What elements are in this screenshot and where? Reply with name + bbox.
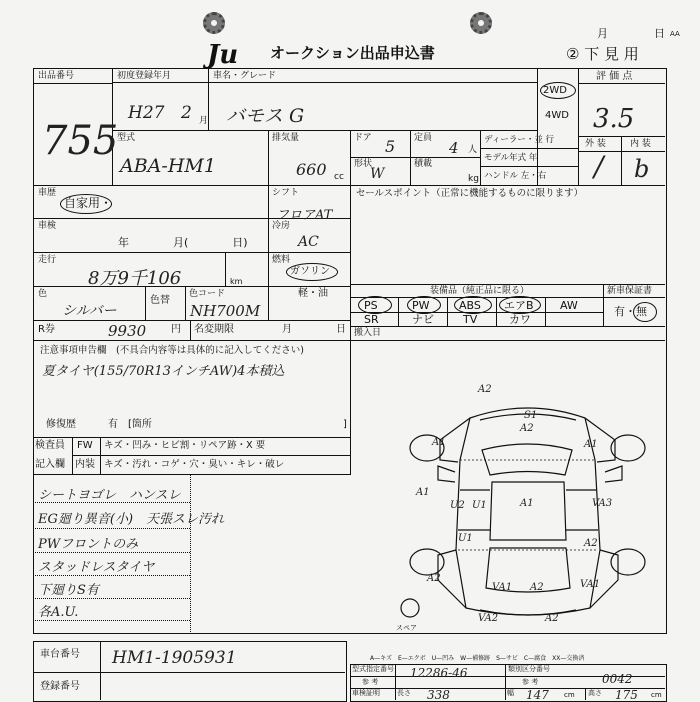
warranty-value: 有・無 [614, 305, 647, 318]
spec-height-label: 高さ [588, 689, 602, 697]
expiry-label: 名変期限 [194, 324, 234, 335]
displacement-unit: cc [334, 172, 344, 182]
line [33, 672, 345, 673]
equip-sr: SR [364, 313, 379, 326]
date-suffix: AA [670, 30, 680, 38]
notes-label: 注意事項申告欄 (不具合内容等は具体的に記入してください) [40, 345, 304, 356]
repair-value: 有 [箇所 [108, 419, 152, 430]
interior-value: b [634, 155, 650, 183]
history-value: 自家用・ [64, 196, 113, 210]
line [350, 284, 665, 285]
line [33, 620, 190, 621]
dealer-line2: モデル年式 年 [484, 153, 538, 163]
line [33, 185, 665, 186]
line [185, 286, 186, 320]
notes-text: 夏タイヤ(155/70R13インチAW)4本積込 [42, 364, 285, 379]
aircon-label: 冷房 [272, 221, 291, 231]
type-code-label: 型式 [117, 133, 136, 143]
spec-type-label: 型式指定番号 [352, 665, 394, 673]
dealer-line1: ディーラー・並 行 [484, 135, 555, 145]
line [33, 286, 350, 287]
line [350, 326, 665, 327]
remark-6: 各A.U. [38, 605, 79, 620]
damage-mark: A1 [432, 437, 446, 448]
damage-mark: A1 [584, 439, 598, 450]
displacement-label: 排気量 [272, 133, 300, 143]
equip-navi: ナビ [412, 313, 434, 326]
remark-5: 下廻りS有 [38, 583, 99, 598]
recycle-label: R券 [38, 324, 55, 335]
copy-label: ② 下 見 用 [566, 45, 639, 63]
color-code-label: 色コード [189, 289, 226, 299]
line [621, 136, 622, 185]
equip-ps: PS [364, 299, 378, 312]
lot-value: 755 [42, 118, 119, 164]
inspection-text: 年 月( 日) [118, 236, 248, 249]
drive-4wd: 4WD [545, 110, 569, 121]
mileage-unit: km [230, 277, 243, 286]
damage-mark: A2 [427, 573, 441, 584]
punch-hole-left [203, 12, 225, 34]
reg-number-label: 登録番号 [40, 681, 80, 692]
damage-mark: U2 [450, 500, 465, 511]
registration-era: H27 [128, 103, 165, 123]
color-label: 色 [38, 289, 48, 299]
inspection-label: 車検 [38, 221, 57, 231]
line [395, 664, 396, 700]
equip-pw: PW [412, 299, 430, 312]
capacity-unit: 人 [468, 145, 478, 155]
spec-width-value: 147 [526, 688, 549, 702]
color-value: シルバー [62, 303, 117, 319]
line [350, 185, 351, 340]
capacity-label: 定員 [414, 133, 433, 143]
shift-label: シフト [272, 188, 300, 198]
damage-mark: A1 [416, 487, 430, 498]
expiry-month: 月 [282, 324, 292, 335]
color-code-value: NH700M [190, 302, 261, 320]
exterior-value: / [594, 150, 604, 183]
damage-legend: A—キズ E—エクボ U—凹み W—補修跡 S—サビ C—腐食 XX—交換済 [370, 655, 585, 662]
rating-label: 評 価 点 [596, 71, 633, 82]
damage-mark: A1 [520, 498, 534, 509]
spec-length-label: 長さ [397, 689, 411, 697]
shape-label: 形状 [354, 159, 373, 169]
damage-mark: A2 [520, 423, 534, 434]
drive-2wd: 2WD [543, 85, 567, 96]
damage-mark: A2 [530, 582, 544, 593]
mileage-value: 8万9千106 [88, 268, 182, 289]
equip-airbag: エアB [504, 299, 534, 312]
date-month: 月 [597, 27, 608, 40]
chassis-label: 車台番号 [40, 649, 80, 660]
spec-height-value: 175 [615, 688, 638, 702]
punch-hole-right [470, 12, 492, 34]
inspector-label2: 記入欄 [35, 459, 65, 470]
line [33, 552, 190, 553]
line [33, 437, 350, 438]
recycle-unit: 円 [171, 324, 181, 335]
line [33, 320, 350, 321]
line [350, 340, 351, 475]
line [480, 148, 578, 149]
remark-1: シートヨゴレ ハンスレ [38, 488, 181, 503]
line [537, 68, 538, 185]
warranty-label: 新車保証書 [607, 286, 653, 296]
spec-ref-label: 参 考 [362, 678, 379, 686]
auction-logo: Ju [207, 40, 239, 70]
equip-tv: TV [463, 313, 478, 326]
line [480, 166, 578, 167]
fuel-opt1: ガソリン [290, 266, 330, 277]
line [33, 340, 665, 341]
inspector-in-text: キズ・汚れ・コゲ・穴・臭い・キレ・破レ [104, 459, 285, 470]
line [100, 641, 101, 700]
arrival-label: 搬入日 [354, 328, 382, 338]
repair-label: 修復歴 [46, 419, 76, 430]
spec-ref-label-2: 参 考 [522, 678, 539, 686]
remark-4: スタッドレスタイヤ [38, 560, 155, 575]
lot-label: 出品番号 [38, 71, 75, 81]
equipment-label: 装備品（純正品に限る） [430, 286, 530, 296]
spec-width-unit: cm [564, 691, 575, 699]
line [578, 83, 665, 84]
inspector-label1: 検査員 [35, 440, 65, 451]
inspector-in-label: 内装 [75, 459, 95, 470]
chassis-value: HM1-1905931 [112, 648, 237, 668]
damage-mark: U1 [472, 500, 487, 511]
type-code-value: ABA-HM1 [120, 155, 216, 177]
fuel-opt2: 軽・油 [298, 288, 328, 299]
model-name-value: バモス G [226, 105, 305, 127]
registration-month-unit: 月 [199, 116, 209, 126]
line [190, 474, 191, 632]
line [100, 437, 101, 474]
aircon-value: AC [298, 234, 319, 250]
equip-aw: AW [560, 299, 578, 312]
interior-label: 内 装 [630, 139, 651, 149]
capacity-value: 4 [449, 139, 459, 157]
color-change-label: 色替 [150, 295, 170, 306]
inspector-fw-text: キズ・凹み・ヒビ割・リペア跡・X 要 [104, 440, 266, 451]
remark-3: PWフロントのみ [38, 537, 139, 552]
damage-mark: U1 [458, 533, 473, 544]
inspector-fw-label: FW [77, 440, 93, 451]
date-day: 日 [654, 27, 665, 40]
line [33, 598, 190, 599]
line [33, 528, 190, 529]
damage-mark: VA1 [580, 579, 601, 590]
dealer-line3: ハンドル 左・右 [484, 171, 547, 181]
fuel-label: 燃料 [272, 255, 291, 265]
damage-mark: VA3 [592, 498, 613, 509]
line [112, 82, 537, 83]
spec-length-value: 338 [427, 688, 450, 702]
model-name-label: 車名・グレード [213, 71, 277, 81]
damage-mark: A2 [584, 538, 598, 549]
line [447, 297, 448, 326]
repair-close: ] [343, 419, 347, 430]
remark-2: EG廻り異音(小) 天張スレ汚れ [38, 512, 225, 527]
mileage-label: 走行 [38, 255, 57, 265]
line [33, 83, 112, 84]
line [33, 575, 190, 576]
damage-mark: VA1 [492, 582, 513, 593]
damage-mark: A2 [478, 384, 492, 395]
line [350, 157, 480, 158]
line [72, 455, 350, 456]
exterior-label: 外 装 [585, 139, 606, 149]
line [33, 252, 350, 253]
damage-mark: S1 [524, 410, 538, 421]
displacement-value: 660 [296, 160, 327, 179]
spec-class-value: 0042 [602, 672, 633, 686]
spec-class-label: 類別区分番号 [508, 665, 550, 673]
line [145, 286, 146, 320]
line [225, 252, 226, 286]
damage-mark: VA2 [478, 613, 499, 624]
line [33, 474, 350, 475]
line [268, 130, 269, 185]
doors-label: ドア [354, 133, 372, 143]
equip-abs: ABS [459, 299, 481, 312]
spec-height-unit: cm [651, 691, 662, 699]
expiry-day: 日 [336, 324, 346, 335]
doors-value: 5 [385, 137, 396, 156]
line [208, 68, 209, 130]
form-title: オークション出品申込書 [270, 44, 435, 62]
history-label: 車歴 [38, 188, 57, 198]
damage-mark: A2 [545, 613, 559, 624]
registration-label: 初度登録年月 [117, 71, 172, 81]
equip-leather: カワ [509, 313, 531, 326]
load-label: 積載 [414, 159, 433, 169]
sales-point-label: セールスポイント（正常に機能するものに限ります） [356, 188, 584, 199]
line [578, 68, 579, 185]
line [480, 130, 481, 185]
spare-label: スペア [396, 624, 417, 632]
warranty-circle [633, 302, 657, 322]
line [603, 284, 604, 326]
line [398, 297, 399, 326]
rating-value: 3.5 [593, 104, 635, 134]
spec-width-label: 幅 [507, 689, 514, 697]
spec-type-value: 12286-46 [410, 666, 468, 680]
line [72, 437, 73, 474]
line [505, 664, 506, 700]
line [496, 297, 497, 326]
shift-value: フロアAT [276, 208, 333, 223]
line [585, 688, 586, 700]
load-unit: kg [468, 174, 479, 184]
line [112, 130, 537, 131]
recycle-value: 9930 [108, 322, 147, 340]
spec-cert-label: 車検証明 [352, 689, 380, 697]
line [190, 320, 191, 340]
registration-month: 2 [181, 103, 192, 123]
line [545, 297, 546, 326]
shape-value: W [370, 166, 385, 182]
